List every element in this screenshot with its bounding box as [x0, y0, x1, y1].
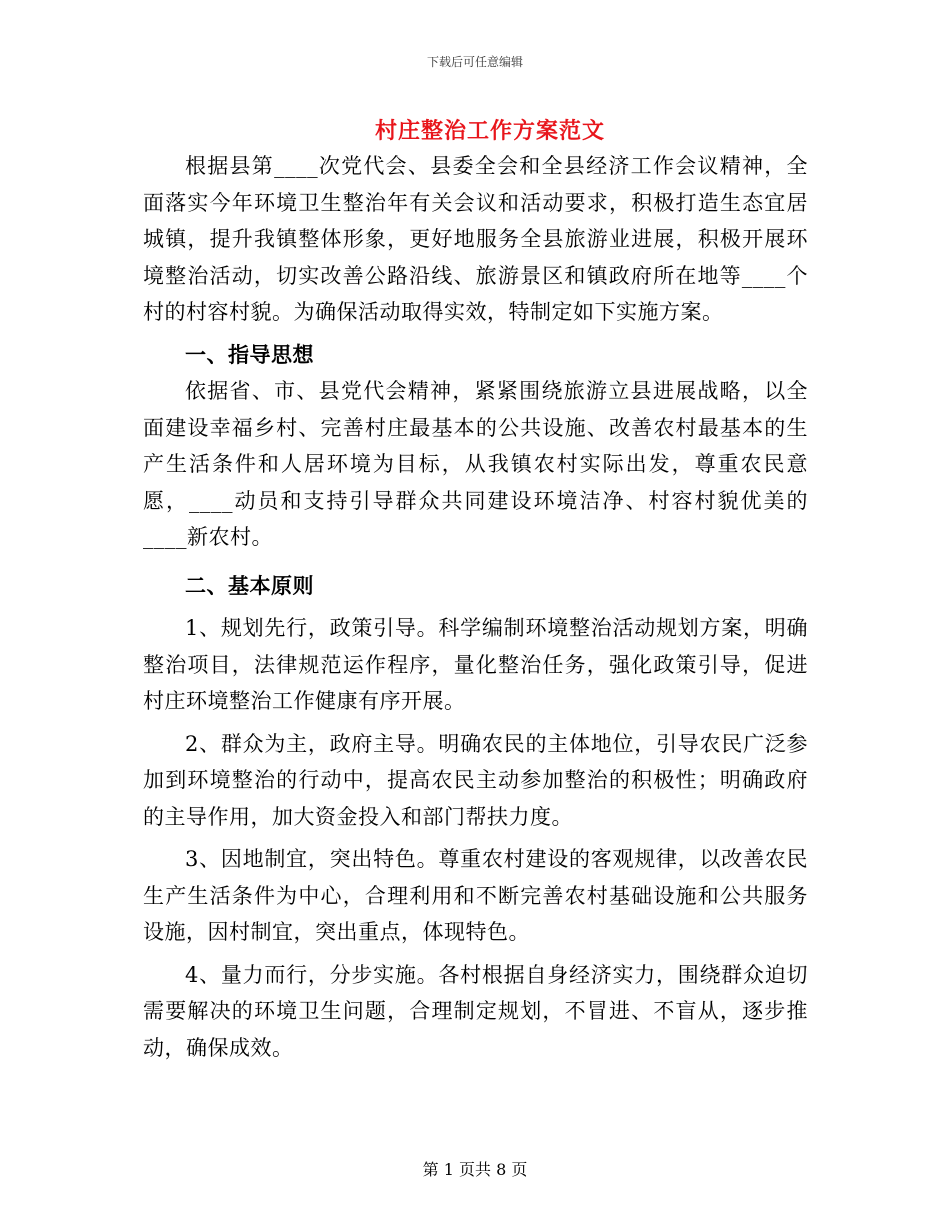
document-body — [143, 148, 808, 1066]
page-number: 第 1 页共 8 页 — [422, 1160, 528, 1179]
section-heading-guiding-ideology: 一、指导思想 — [185, 341, 314, 367]
header-note: 下载后可任意编辑 — [426, 55, 523, 69]
guiding-ideology-paragraph: 依据省、市、县党代会精神，紧紧围绕旅游立县进展战略，以全面建设幸福乡村、完善村庄最基本的公共设施、改善农村最基本的生产生活条件和人居环境为目标，从我镇农村实际出发，尊重农民意愿，____动员和支持引导群众共同建设环境洁净、村容村貌优美的____新农村。 — [143, 379, 808, 549]
intro-paragraph: 根据县第____次党代会、县委全会和全县经济工作会议精神，全面落实今年环境卫生整治年有关会议和活动要求，积极打造生态宜居城镇，提升我镇整体形象，更好地服务全县旅游业进展，积极开展环境整治活动，切实改善公路沿线、旅游景区和镇政府所在地等____个村的村容村貌。为确保活动取得实效，特制定如下实施方案。 — [143, 154, 808, 324]
principle-item-4: 4、量力而行，分步实施。各村根据自身经济实力，围绕群众迫切需要解决的环境卫生问题，合理制定规划，不冒进、不盲从，逐步推动，确保成效。 — [143, 962, 808, 1060]
principle-item-1: 1、规划先行，政策引导。科学编制环境整治活动规划方案，明确整治项目，法律规范运作程序，量化整治任务，强化政策引导，促进村庄环境整治工作健康有序开展。 — [143, 616, 808, 713]
section-heading-basic-principles: 二、基本原则 — [185, 572, 314, 598]
principle-item-2: 2、群众为主，政府主导。明确农民的主体地位，引导农民广泛参加到环境整治的行动中，提高农民主动参加整治的积极性；明确政府的主导作用，加大资金投入和部门帮扶力度。 — [143, 731, 808, 829]
document-title: 村庄整治工作方案范文 — [374, 118, 605, 144]
principle-item-3: 3、因地制宜，突出特色。尊重农村建设的客观规律，以改善农民生产生活条件为中心，合理利用和不断完善农村基础设施和公共服务设施，因村制宜，突出重点，体现特色。 — [143, 847, 808, 944]
